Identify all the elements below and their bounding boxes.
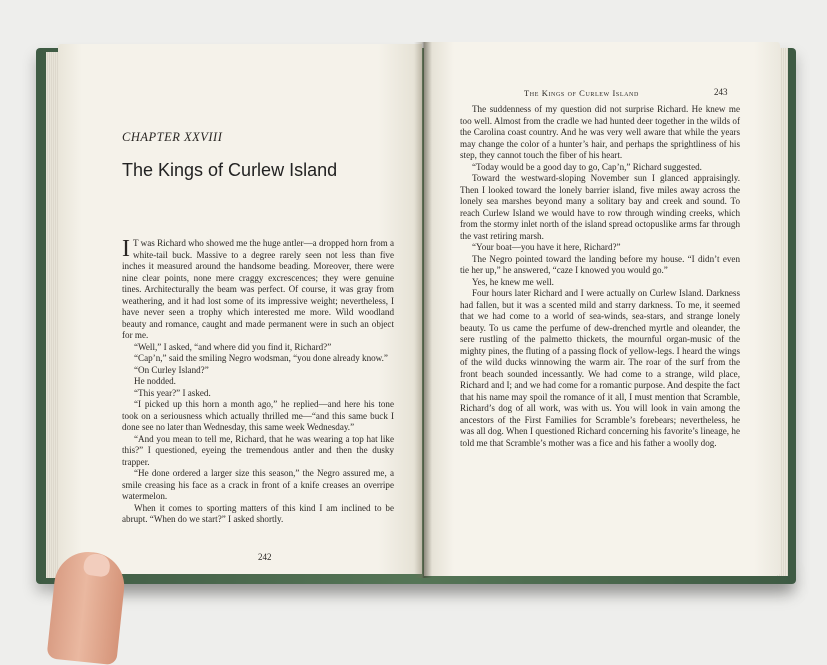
paragraph: “Well,” I asked, “and where did you find it, Richard?” [134, 341, 332, 352]
paragraph: Four hours later Richard and I were actually on Curlew Island. Darkness had fallen, but it was a scented mild and starry darkness. To me, it seemed that we had come to a world of sea-winds, sea-stars, and strange lonely beauty. To us came the perfume of dew-drenched myrtle and oleander, the sere rustling of the palmetto thickets, the mournful organ-music of the mighty pines, the fluting of a passing flock of yellow-legs. I heard the wings of the wild ducks winnowing the warm air. The roar of the surf from the front beach sounded incessantly. We had come to a strange, wild place, Richard and I; and we had come for a romantic purpose. And despite the fact that his name may spoil the romance of it all, I must mention that Scramble, Richard’s dog of all work, was with us. You will look in vain among the ancestors of the First Families for Scramble’s forebears; nevertheless, he was all dog. When I questioned Richard concerning his favorite’s lineage, he told me that Scramble’s mother was a fice and his father a woolly dog. [460, 288, 740, 448]
book-gutter [414, 42, 432, 578]
paragraph: The suddenness of my question did not surprise Richard. He knew me too well. Almost from the cradle we had hunted deer together in the wilds of the Carolina coast country. And he was very well aware that while the years may change the color of a hunter’s hair, and perhaps the sprightliness of his step, they cannot touch the fiber of his heart. [460, 104, 740, 160]
paragraph: “I picked up this horn a month ago,” he replied—and here his tone took on a seriousness which actually thrilled me—“and this same buck I done see no later than Wednesday, this same week Wednesday.” [122, 399, 394, 432]
paragraph: “Today would be a good day to go, Cap’n,” Richard suggested. [472, 161, 702, 172]
drop-cap: I [122, 236, 130, 262]
paragraph: “This year?” I asked. [134, 387, 211, 398]
chapter-number: CHAPTER XXVIII [122, 130, 223, 144]
paragraph: “He done ordered a larger size this season,” the Negro assured me, a smile creasing his face as a crack in front of a knife creases an overripe watermelon. [122, 468, 394, 501]
chapter-title: The Kings of Curlew Island [122, 160, 338, 180]
paragraph: The Negro pointed toward the landing before my house. “I didn’t even tie her up,” he answered, “caze I knowed you would go.” [460, 253, 740, 275]
page-number-right: 243 [714, 87, 728, 97]
paragraph: Yes, he knew me well. [472, 276, 554, 287]
paragraph: He nodded. [134, 376, 176, 386]
paragraph: “And you mean to tell me, Richard, that he was wearing a top hat like this?” I questioned, eyeing the tremendous antler and then the dusky trapper. [122, 433, 394, 467]
paragraph: “Cap’n,” said the smiling Negro wodsman, “you done already know.” [134, 353, 388, 363]
paragraph: Toward the westward-sloping November sun I glanced appraisingly. Then I looked toward the lonely barrier island, five miles away across the lonely sea marshes beyond many a solitary bay and creek and sound. To reach Curlew Island we would have to row through winding creeks, which from the stormy inlet north of the island spread octopuslike arms far through the vast retiring marsh. [460, 173, 740, 241]
left-page-text [122, 238, 394, 526]
right-page-text [460, 104, 740, 449]
paragraph: “Your boat—you have it here, Richard?” [472, 242, 621, 252]
first-paragraph-text: T was Richard who showed me the huge antler—a dropped horn from a white-tail buck. Massive to a degree rarely seen not less than five inches it measured around the handsome beading. Moreover, there were nine clear points, none mere craggy excrescences; they were genuine tines. Architecturally the beam was perfect. Of course, it was gray from weathering, and it had lost some of its impressive weight; nevertheless, I have never seen a trophy which interested me more. Wild woodland beauty and romance, caught and made permanent were in such an object for me. [122, 238, 394, 340]
paragraph: When it comes to sporting matters of this kind I am inclined to be abrupt. “When do we start?” I asked shortly. [122, 502, 394, 524]
left-page [58, 44, 422, 574]
page-number-left: 242 [258, 552, 272, 562]
first-paragraph [122, 238, 394, 342]
running-head: The Kings of Curlew Island [524, 88, 639, 98]
right-page [424, 42, 780, 576]
paragraph: “On Curley Island?” [134, 364, 209, 375]
